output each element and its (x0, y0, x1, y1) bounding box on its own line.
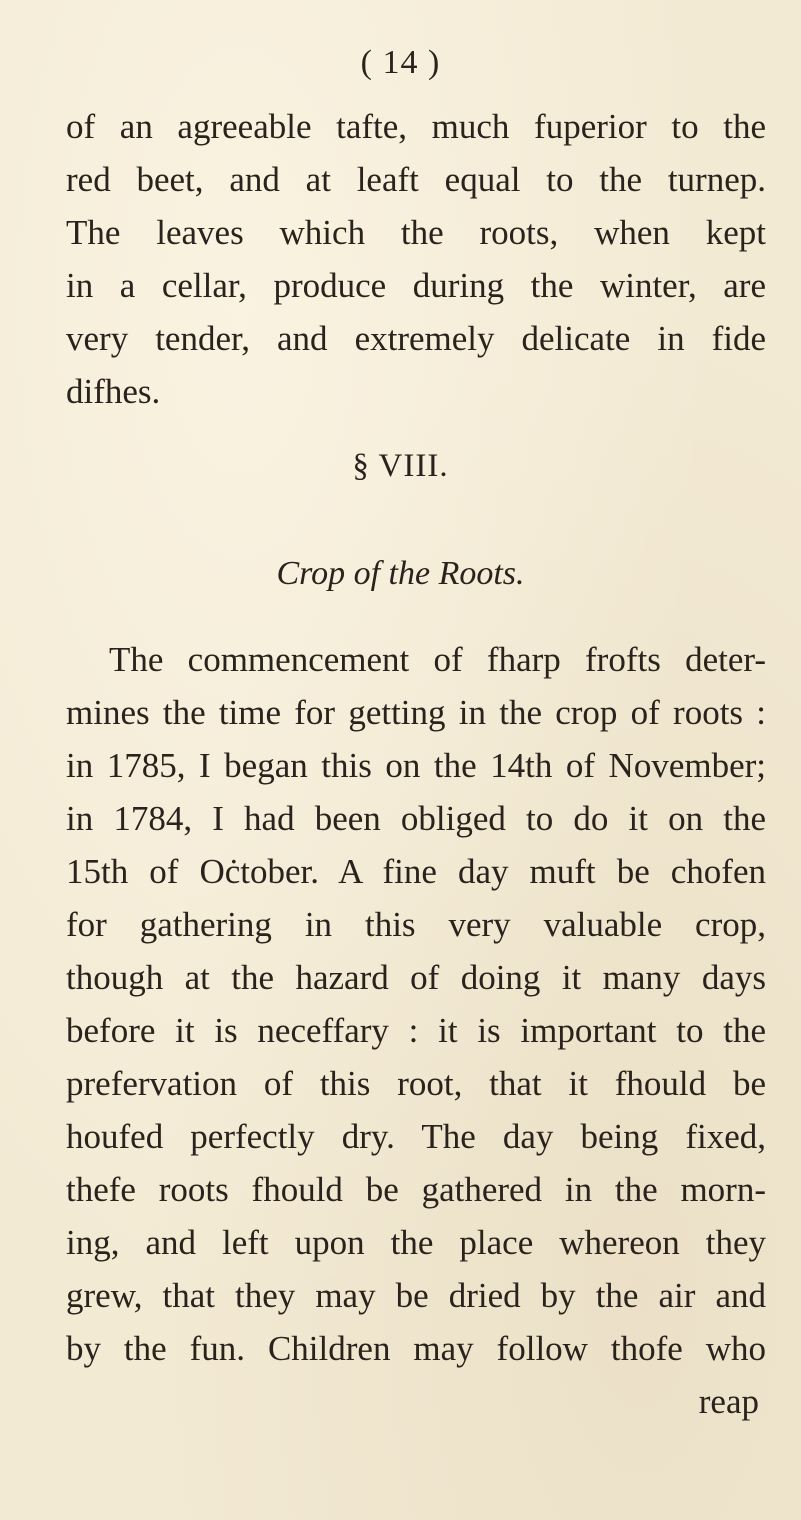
text-line: houfed perfectly dry. The day being fixed, (66, 1117, 766, 1156)
text-line: in 1785, I began this on the 14th of November; (66, 746, 766, 785)
text-line: ing, and left upon the place whereon they (66, 1223, 766, 1262)
text-line: in 1784, I had been obliged to do it on the (66, 799, 766, 838)
paragraph-crop (66, 633, 766, 1428)
text-line: The leaves which the roots, when kept (66, 213, 766, 252)
text-line: in a cellar, produce during the winter, are (66, 266, 766, 305)
text-line: very tender, and extremely delicate in fide (66, 319, 766, 358)
text-line: grew, that they may be dried by the air and (66, 1276, 766, 1315)
section-title: Crop of the Roots. (276, 555, 525, 592)
text-line: prefervation of this root, that it fhould be (66, 1064, 766, 1103)
text-line: mines the time for getting in the crop of roots : (66, 693, 766, 732)
text-line: by the fun. Children may follow thofe who (66, 1329, 766, 1368)
text-line: though at the hazard of doing it many days (66, 958, 766, 997)
text-line: of an agreeable tafte, much fuperior to the (66, 107, 766, 146)
catchword: reap (698, 1382, 759, 1421)
text-line: The commencement of fharp frofts deter- (109, 640, 766, 679)
text-line: thefe roots fhould be gathered in the morn- (66, 1170, 766, 1209)
text-line: red beet, and at leaft equal to the turnep. (66, 160, 766, 199)
page-number: ( 14 ) (360, 44, 441, 81)
text-line: for gathering in this very valuable crop, (66, 905, 766, 944)
section-number: § VIII. (352, 448, 449, 484)
text-line: before it is neceffary : it is important to the (66, 1011, 766, 1050)
text-line: 15th of Oċtober. A fine day muft be chofen (66, 852, 766, 891)
text-line: difhes. (66, 372, 161, 411)
paragraph-continuation (66, 100, 766, 418)
